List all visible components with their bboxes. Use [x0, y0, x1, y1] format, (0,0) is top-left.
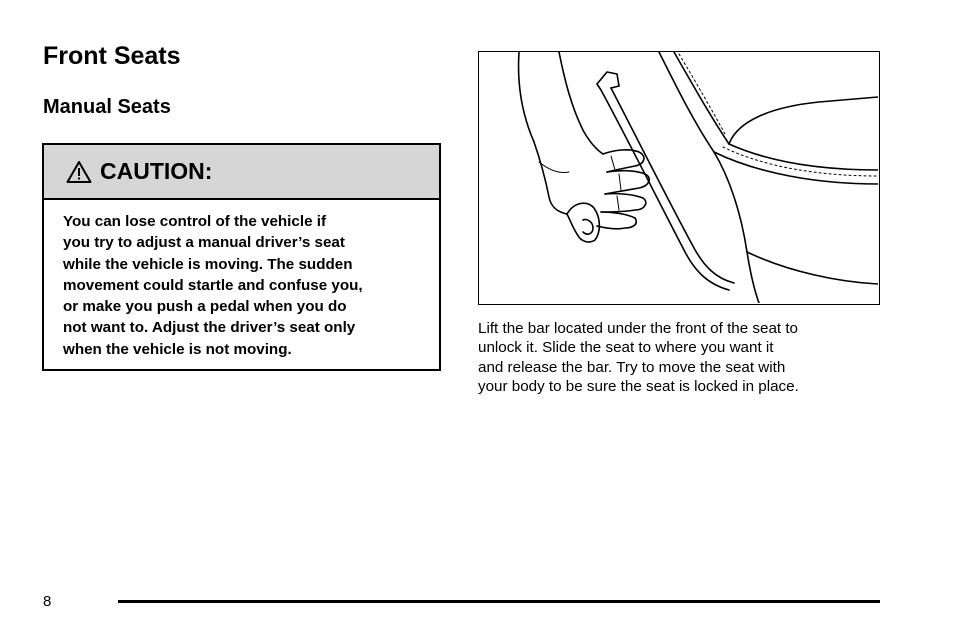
- caution-box: [42, 143, 441, 371]
- footer-rule: [118, 600, 880, 603]
- caution-line: movement could startle and confuse you,: [63, 276, 363, 294]
- caution-header: [44, 145, 439, 200]
- warning-triangle-icon: [66, 160, 92, 184]
- caution-line: you try to adjust a manual driver’s seat: [63, 234, 345, 252]
- caption-line: Lift the bar located under the front of the seat to: [478, 320, 798, 337]
- caption-line: and release the bar. Try to move the seat with: [478, 358, 786, 376]
- page-number: 8: [43, 593, 52, 610]
- seat-adjust-figure: [478, 51, 880, 305]
- caption-line: your body to be sure the seat is locked in place.: [478, 377, 799, 395]
- hand-lifting-seat-bar-illustration: [479, 52, 878, 303]
- caption-line: unlock it. Slide the seat to where you want it: [478, 339, 774, 357]
- page-title: Front Seats: [43, 42, 181, 70]
- caution-line: You can lose control of the vehicle if: [63, 213, 327, 230]
- caution-line: or make you push a pedal when you do: [63, 298, 347, 316]
- caution-line: while the vehicle is moving. The sudden: [63, 255, 353, 273]
- section-subtitle: Manual Seats: [43, 96, 171, 118]
- caution-line: when the vehicle is not moving.: [63, 340, 292, 358]
- caution-title: CAUTION:: [100, 158, 213, 184]
- figure-caption: [478, 319, 878, 396]
- caution-line: not want to. Adjust the driver’s seat only: [63, 319, 356, 337]
- caution-text: [44, 200, 439, 360]
